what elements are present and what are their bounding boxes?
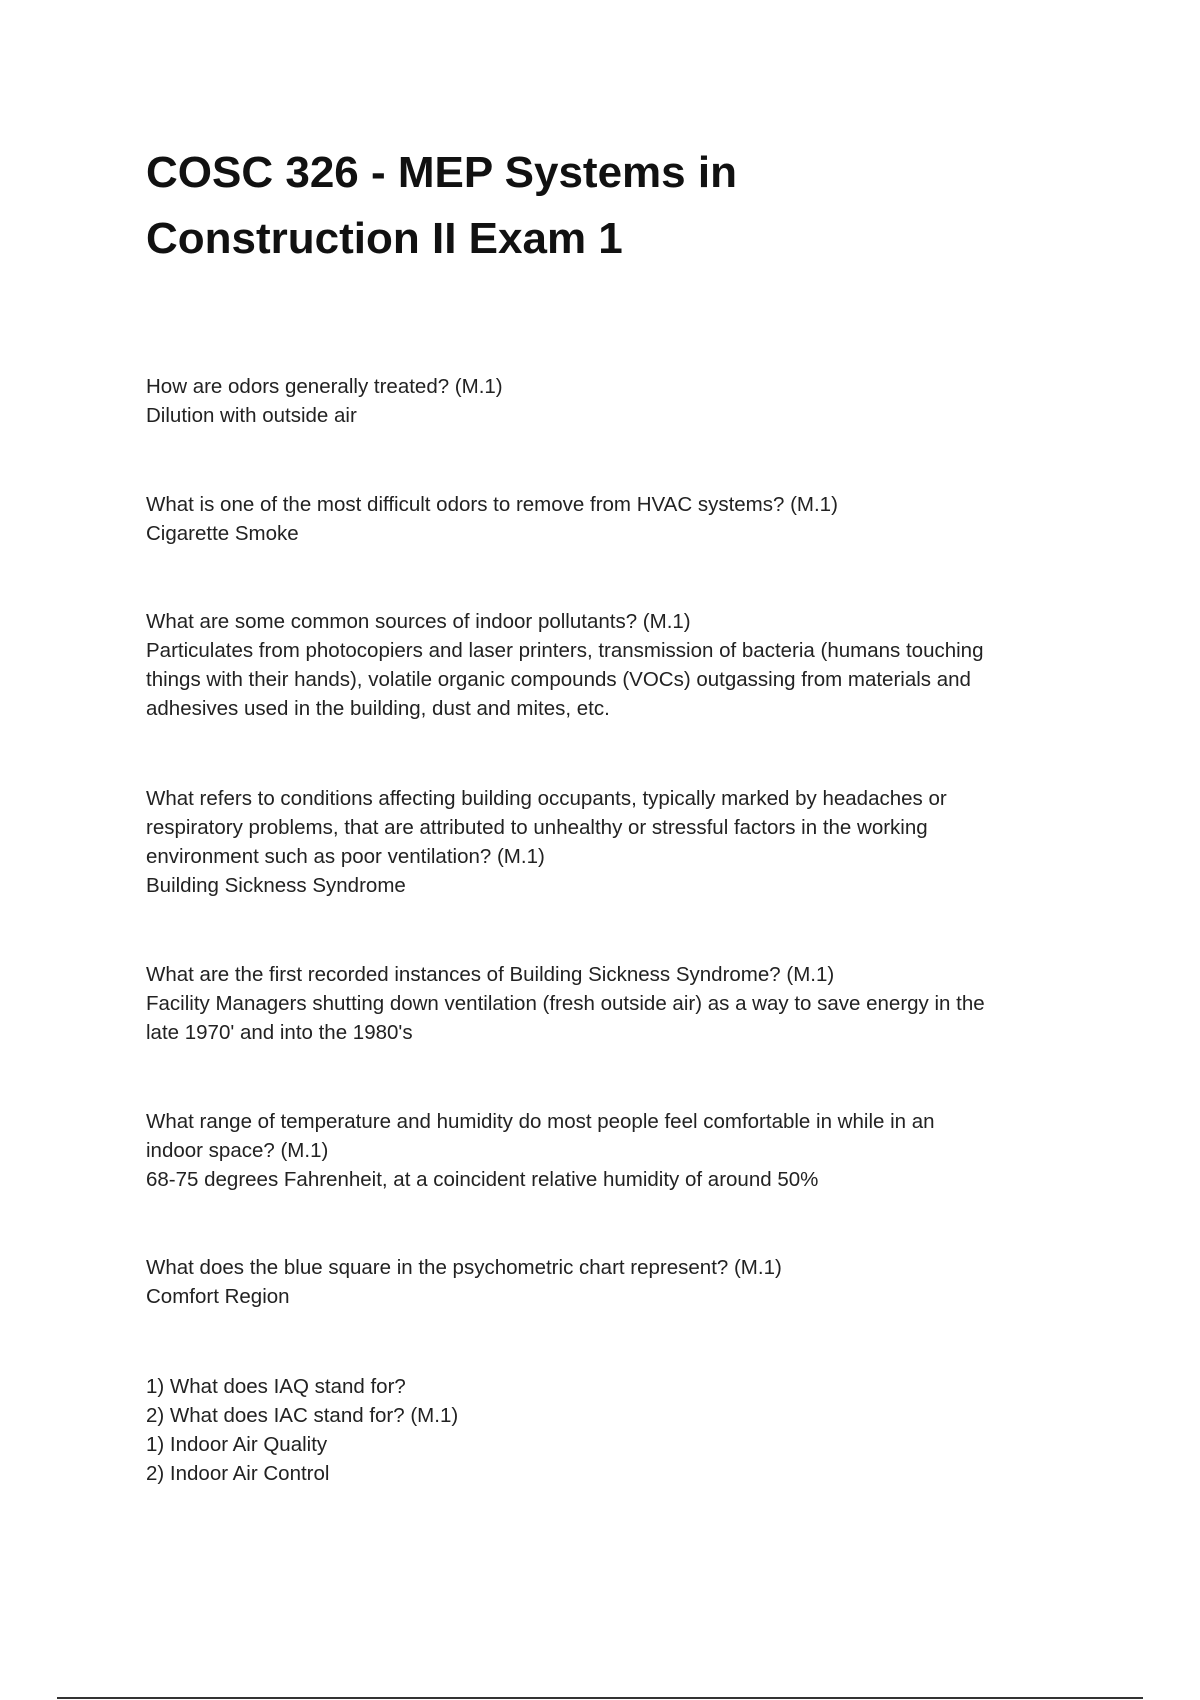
question-text: environment such as poor ventilation? (M.1) <box>146 845 545 868</box>
title-line: COSC 326 - MEP Systems in <box>146 148 737 197</box>
qa-item <box>146 784 1066 900</box>
qa-item <box>146 1253 1066 1311</box>
qa-item <box>146 1372 1066 1488</box>
qa-item <box>146 490 1066 548</box>
question-text: What refers to conditions affecting building occupants, typically marked by headaches or <box>146 787 947 810</box>
answer-text: Comfort Region <box>146 1285 290 1308</box>
question-text: respiratory problems, that are attributed to unhealthy or stressful factors in the working <box>146 816 928 839</box>
title-line: Construction II Exam 1 <box>146 214 623 263</box>
qa-item <box>146 960 1066 1047</box>
question-text: What is one of the most difficult odors to remove from HVAC systems? (M.1) <box>146 493 838 516</box>
answer-text: Cigarette Smoke <box>146 522 299 545</box>
question-text: 2) What does IAC stand for? (M.1) <box>146 1404 459 1427</box>
answer-text: 2) Indoor Air Control <box>146 1462 330 1485</box>
question-text: What are some common sources of indoor pollutants? (M.1) <box>146 610 691 633</box>
answer-text: Facility Managers shutting down ventilation (fresh outside air) as a way to save energy in the <box>146 992 985 1015</box>
qa-item <box>146 607 1066 723</box>
question-text: 1) What does IAQ stand for? <box>146 1375 406 1398</box>
footer-divider <box>57 1697 1143 1699</box>
question-text: How are odors generally treated? (M.1) <box>146 375 503 398</box>
answer-text: 68-75 degrees Fahrenheit, at a coincident relative humidity of around 50% <box>146 1168 819 1191</box>
answer-text: 1) Indoor Air Quality <box>146 1433 328 1456</box>
page-title <box>146 140 1046 272</box>
answer-text: Building Sickness Syndrome <box>146 874 406 897</box>
answer-text: things with their hands), volatile organic compounds (VOCs) outgassing from materials and <box>146 668 971 691</box>
answer-text: Dilution with outside air <box>146 404 357 427</box>
question-text: What are the first recorded instances of Building Sickness Syndrome? (M.1) <box>146 963 835 986</box>
question-text: What does the blue square in the psychometric chart represent? (M.1) <box>146 1256 782 1279</box>
answer-text: Particulates from photocopiers and laser printers, transmission of bacteria (humans touching <box>146 639 984 662</box>
qa-item <box>146 1107 1066 1194</box>
question-text: indoor space? (M.1) <box>146 1139 329 1162</box>
qa-item <box>146 372 1066 430</box>
question-text: What range of temperature and humidity do most people feel comfortable in while in an <box>146 1110 935 1133</box>
answer-text: adhesives used in the building, dust and mites, etc. <box>146 697 610 720</box>
answer-text: late 1970' and into the 1980's <box>146 1021 413 1044</box>
